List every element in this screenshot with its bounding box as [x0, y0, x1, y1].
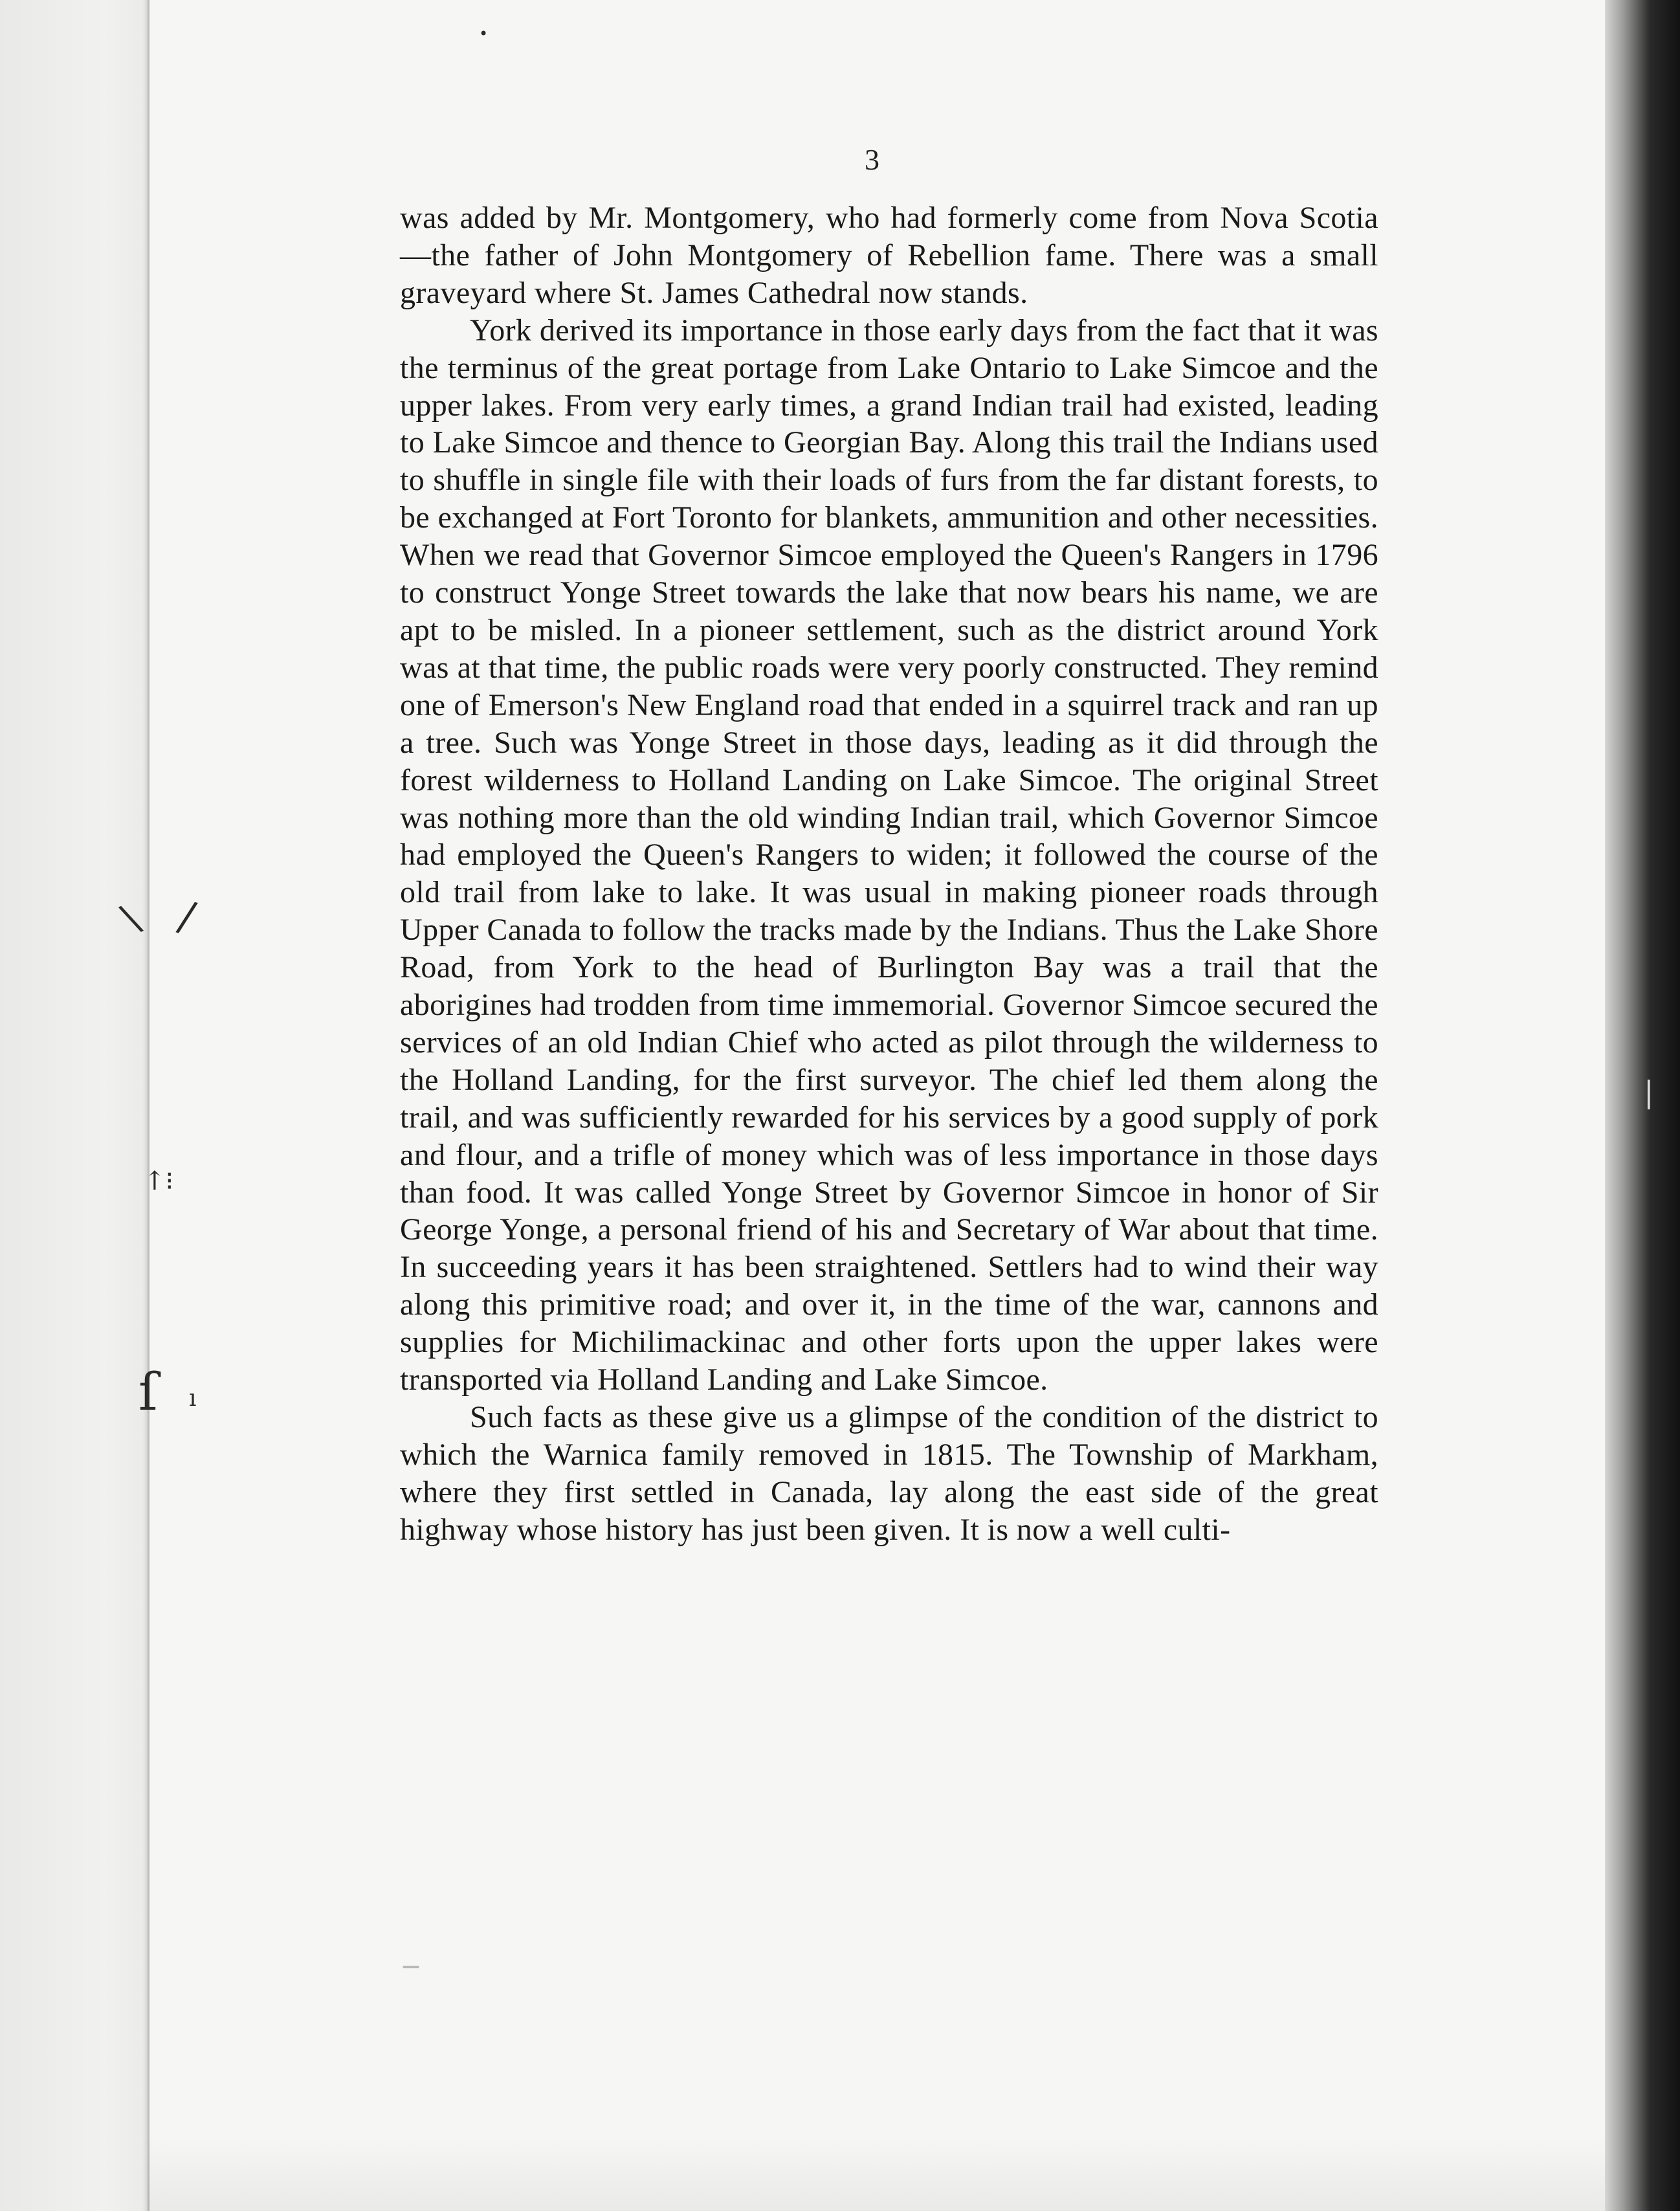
- body-text: [400, 199, 1378, 1549]
- page-bottom-shade: [148, 2136, 1610, 2211]
- paragraph: was added by Mr. Montgomery, who had formerly come from Nova Scotia—the father of John Montgomery of Rebellion fame. There was a small graveyard where St. James Cathedral now stands.: [400, 201, 1378, 310]
- paragraph: York derived its importance in those early days from the fact that it was the terminus of the great portage from Lake Ontario to Lake Simcoe and the upper lakes. From very early times, a grand Indian trail had existed, leading to Lake Simcoe and thence to Georgian Bay. Along this trail the Indians used to shuffle in single file with their loads of furs from the far distant forests, to be exchanged at Fort Toronto for blankets, ammunition and other necessities. When we read that Governor Simcoe employed the Queen's Rangers in 1796 to construct Yonge Street towards the lake that now bears his name, we are apt to be misled. In a pioneer settlement, such as the district around York was at that time, the public roads were very poorly constructed. They remind one of Emerson's New England road that ended in a squirrel track and ran up a tree. Such was Yonge Street in those days, leading as it did through the forest wilderness to Holland Landing on Lake Simcoe. The original Street was nothing more than the old winding Indian trail, which Governor Simcoe had employed the Queen's Rangers to widen; it followed the course of the old trail from lake to lake. It was usual in making pioneer roads through Upper Canada to follow the tracks made by the Indians. Thus the Lake Shore Road, from York to the head of Burlington Bay was a trail that the aborigines had trodden from time immemorial. Governor Simcoe secured the services of an old Indian Chief who acted as pilot through the wilderness to the Holland Landing, for the first surveyor. The chief led them along the trail, and was sufficiently rewarded for his services by a good supply of pork and flour, and a trifle of money which was of less importance in those days than food. It was called Yonge Street by Governor Simcoe in honor of Sir George Yonge, a personal friend of his and Secretary of War about that time. In succeeding years it has been straightened. Settlers had to wind their way along this primitive road; and over it, in the time of the war, cannons and supplies for Michilimackinac and other forts upon the upper lakes were transported via Holland Landing and Lake Simcoe.: [400, 313, 1378, 1397]
- page-gutter-shadow: [1605, 0, 1680, 2211]
- margin-stray-mark: ſ: [138, 1362, 158, 1422]
- margin-stray-mark: –: [401, 1942, 421, 1987]
- margin-stray-mark: ı: [189, 1385, 197, 1412]
- margin-stray-mark: ↑⁝: [144, 1166, 174, 1196]
- page-number: 3: [865, 143, 879, 176]
- margin-stray-mark: •: [479, 25, 489, 43]
- paragraph: Such facts as these give us a glimpse of the condition of the district to which the Warnica family removed in 1815. The Township of Markham, where they first settled in Canada, lay along the east side of the great highway whose history has just been given. It is now a well culti-: [400, 1400, 1378, 1547]
- margin-stray-mark: |: [1644, 1074, 1654, 1109]
- margin-stray-mark: /: [173, 892, 200, 942]
- margin-stray-mark: \: [115, 895, 147, 942]
- left-page-edge: [0, 0, 149, 2211]
